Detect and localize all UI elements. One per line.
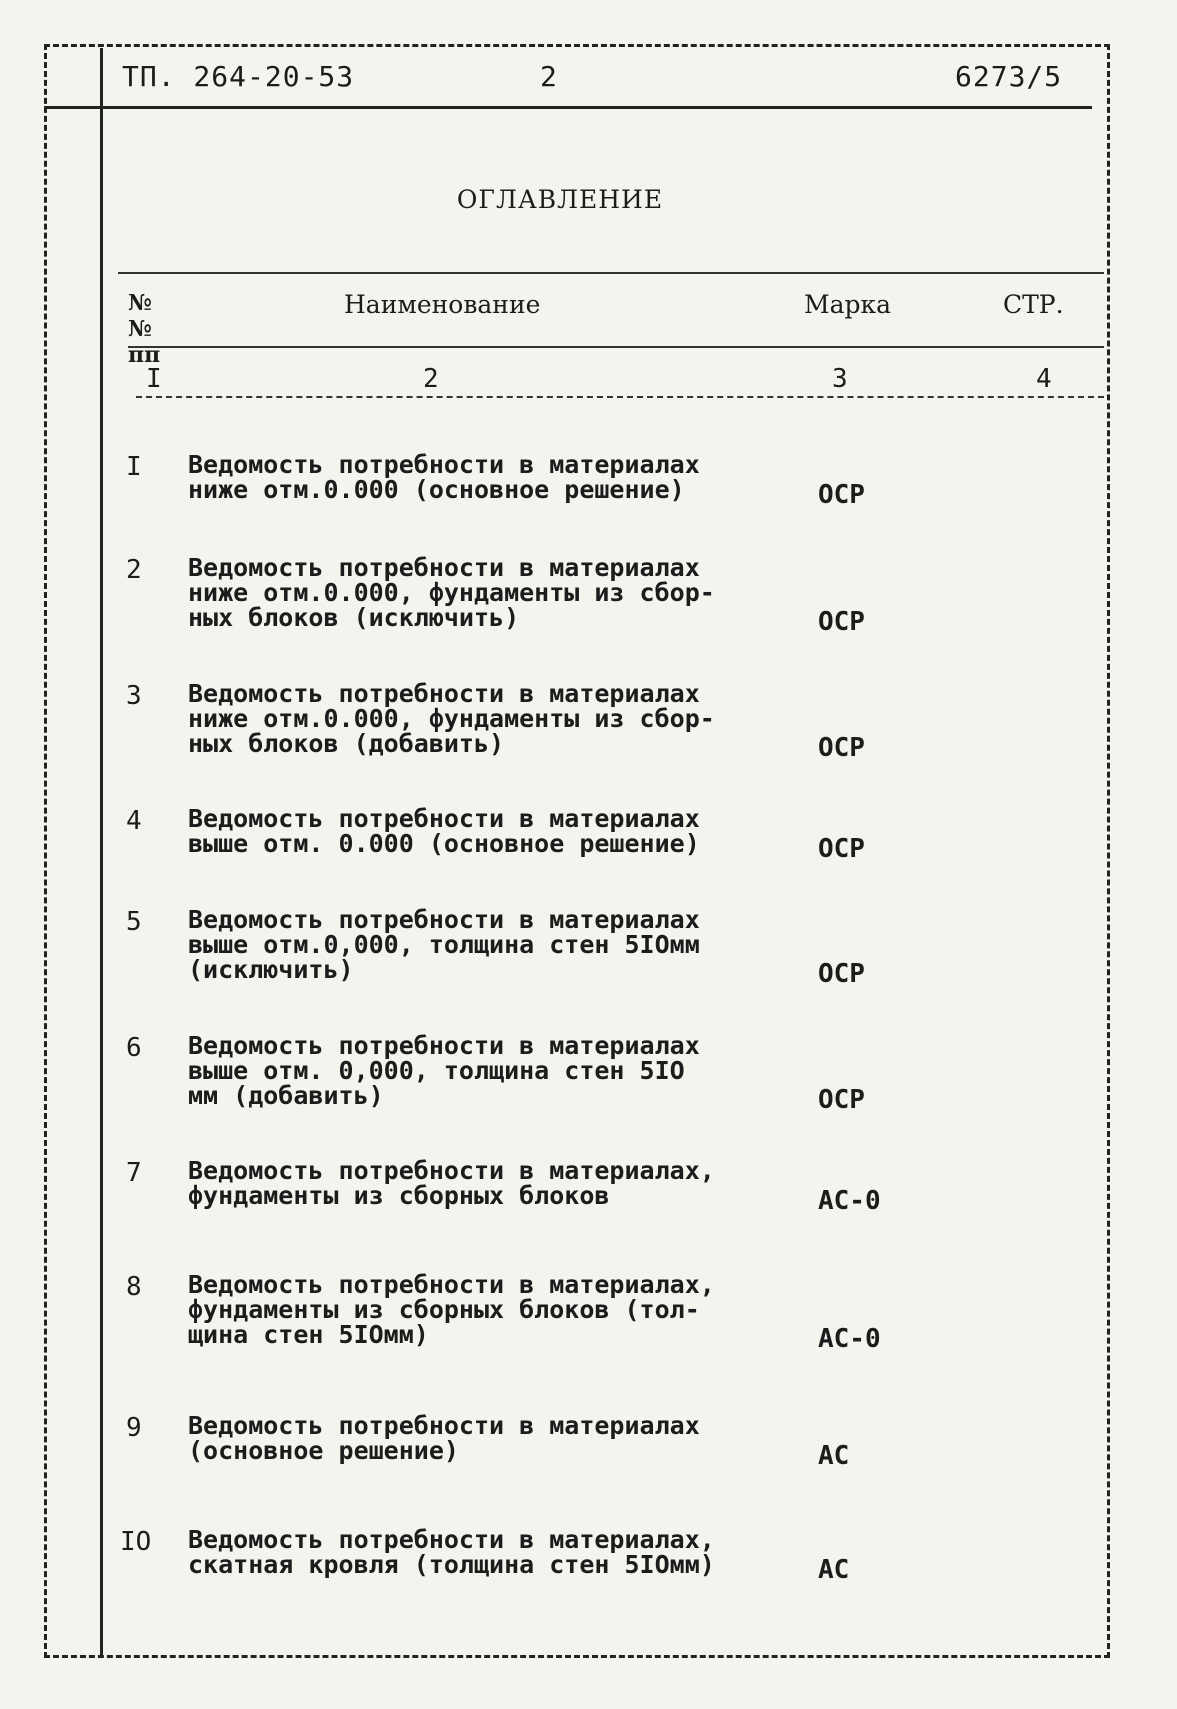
row-name: Ведомость потребности в материалах, скатная кровля (толщина стен 5IOмм)	[188, 1525, 715, 1579]
column-index-4: 4	[1036, 364, 1052, 394]
column-header-mark: Марка	[804, 290, 892, 319]
row-number: IO	[120, 1527, 152, 1557]
row-mark: АС	[818, 1441, 850, 1471]
sheet-number: 6273/5	[955, 60, 1063, 93]
row-mark: ОСР	[818, 733, 865, 763]
column-header-page: СТР.	[1003, 290, 1064, 319]
row-number: 4	[126, 806, 142, 836]
row-name: Ведомость потребности в материалах ниже отм.0.000, фундаменты из сбор- ных блоков (добавить)	[188, 679, 715, 758]
row-mark: ОСР	[818, 959, 865, 989]
column-index-3: 3	[832, 364, 848, 394]
table-top-rule	[118, 272, 1104, 274]
column-header-number: №№ пп	[128, 290, 161, 368]
row-mark: АС-0	[818, 1324, 881, 1354]
row-number: 2	[126, 555, 142, 585]
row-number: 7	[126, 1158, 142, 1188]
header-rule	[44, 106, 1092, 109]
row-name: Ведомость потребности в материалах, фундаменты из сборных блоков (тол- щина стен 5IOмм)	[188, 1270, 715, 1349]
binding-margin-line	[100, 48, 103, 1656]
page-title: ОГЛАВЛЕНИЕ	[456, 185, 664, 214]
row-mark: АС	[818, 1555, 850, 1585]
row-number: 9	[126, 1413, 142, 1443]
column-index-1: I	[146, 364, 162, 394]
column-index-2: 2	[423, 364, 439, 394]
row-name: Ведомость потребности в материалах (основное решение)	[188, 1411, 700, 1465]
row-name: Ведомость потребности в материалах, фундаменты из сборных блоков	[188, 1156, 715, 1210]
row-mark: ОСР	[818, 1085, 865, 1115]
row-name: Ведомость потребности в материалах выше отм. 0.000 (основное решение)	[188, 804, 700, 858]
page-number: 2	[540, 60, 558, 93]
column-header-name: Наименование	[344, 290, 541, 319]
row-number: 5	[126, 907, 142, 937]
row-number: 3	[126, 681, 142, 711]
row-name: Ведомость потребности в материалах ниже отм.0.000 (основное решение)	[188, 450, 700, 504]
row-number: I	[126, 452, 142, 482]
row-name: Ведомость потребности в материалах выше отм. 0,000, толщина стен 5IO мм (добавить)	[188, 1031, 700, 1110]
row-name: Ведомость потребности в материалах ниже отм.0.000, фундаменты из сбор- ных блоков (исключить)	[188, 553, 715, 632]
row-mark: АС-0	[818, 1186, 881, 1216]
table-header-rule	[128, 346, 1104, 348]
table-index-rule	[136, 396, 1104, 398]
row-number: 6	[126, 1033, 142, 1063]
row-number: 8	[126, 1272, 142, 1302]
row-mark: ОСР	[818, 480, 865, 510]
document-code: ТП. 264-20-53	[122, 60, 355, 93]
row-name: Ведомость потребности в материалах выше отм.0,000, толщина стен 5IOмм (исключить)	[188, 905, 700, 984]
row-mark: ОСР	[818, 834, 865, 864]
row-mark: ОСР	[818, 607, 865, 637]
